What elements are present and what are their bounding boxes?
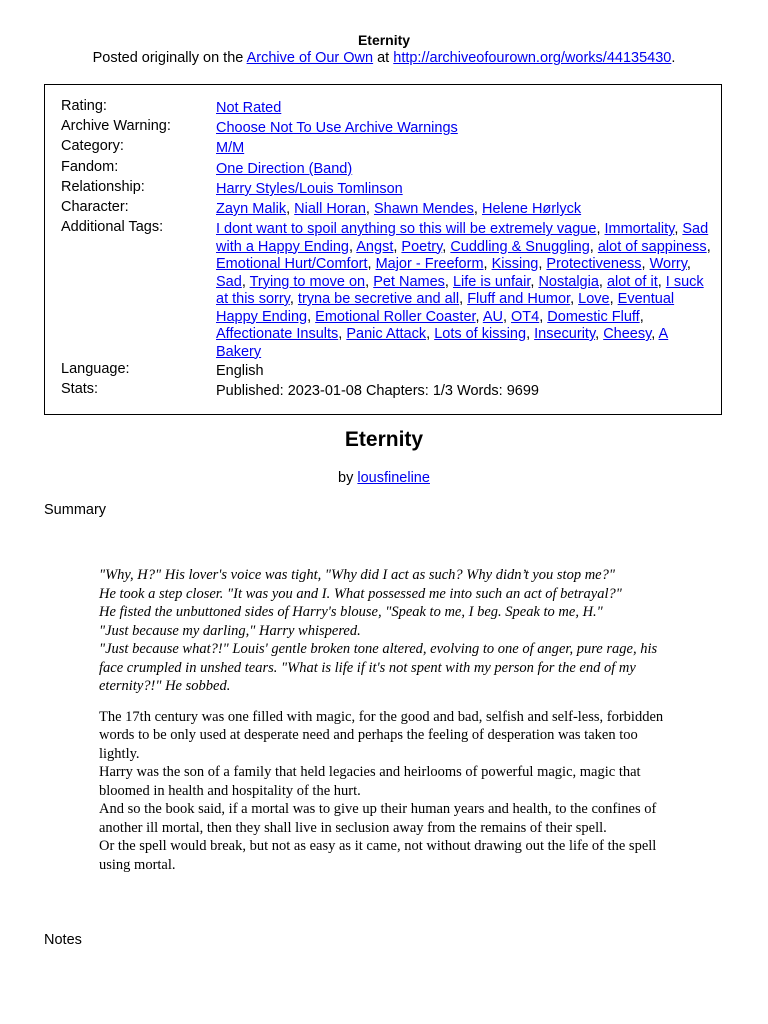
tag-link[interactable]: Lots of kissing [434, 326, 527, 342]
tag-link[interactable]: Major - Freeform [375, 256, 484, 272]
stats-label: Stats: [61, 381, 99, 397]
paragraph-line: And so the book said, if a mortal was to give up their human years and health, to the confines of another ill mortal, then they shall live in seclusion away from the remains of their spell. [99, 801, 657, 836]
fandom-label: Fandom: [61, 159, 119, 175]
tag-link[interactable]: I suck at this sorry [216, 273, 704, 307]
paragraph-line: The 17th century was one filled with magic, for the good and bad, selfish and self-less, forbidden words to be only used at desperate need and perhaps the feeling of desperation was taken too lightly. [99, 708, 664, 762]
quote-line: "Why, H?" His lover's voice was tight, "Why did I act as such? Why didn’t you stop me?" [99, 567, 615, 583]
tag-link[interactable]: Cheesy [603, 326, 652, 342]
character-link[interactable]: Zayn Malik [216, 201, 287, 217]
posted-prefix: Posted originally on the [92, 50, 247, 66]
work-url-link[interactable]: http://archiveofourown.org/works/44135430 [393, 50, 672, 66]
author-link[interactable]: lousfineline [357, 470, 430, 486]
document-title: Eternity [357, 32, 411, 48]
work-title: Eternity [344, 428, 424, 451]
tag-link[interactable]: Panic Attack [346, 326, 427, 342]
character-link[interactable]: Niall Horan [294, 201, 366, 217]
quote-line: "Just because my darling," Harry whispered. [99, 622, 361, 639]
tag-link[interactable]: Kissing [491, 256, 539, 272]
quote-line: He took a step closer. "It was you and I. What possessed me into such an act of betrayal?" [99, 585, 622, 602]
category-label: Category: [61, 138, 124, 154]
relationship-label: Relationship: [61, 179, 145, 195]
tag-link[interactable]: Nostalgia [538, 273, 599, 290]
character-link[interactable]: Helene Hørlyck [481, 201, 582, 217]
tag-link[interactable]: Sad with a Happy Ending [216, 221, 709, 255]
tag-link[interactable]: tryna be secretive and all [297, 291, 460, 307]
tag-link[interactable]: Love [578, 291, 610, 307]
tag-link[interactable]: Affectionate Insults [216, 326, 339, 342]
paragraph-line: Or the spell would break, but not as easy as it came, not without drawing out the life of the spell using mortal. [99, 838, 657, 873]
summary-quote [99, 566, 679, 696]
paragraph-line: Harry was the son of a family that held legacies and heirlooms of powerful magic, magic that bloomed in health and hospitality of the hurt. [99, 764, 641, 799]
tag-link[interactable]: A Bakery [216, 326, 669, 360]
notes-heading: Notes [44, 932, 82, 948]
language-value: English [216, 363, 264, 379]
category-link[interactable]: M/M [216, 140, 245, 156]
character-link[interactable]: Shawn Mendes [373, 201, 474, 217]
quote-line: "Just because what?!" Louis' gentle broken tone altered, evolving to one of anger, pure rage, his face crumpled in unshed tears. "What is life if it's not spent with my person for the end of my eternity?!" He sobbed. [99, 641, 658, 694]
summary-text [99, 566, 679, 874]
posted-line [0, 50, 768, 66]
tag-link[interactable]: Angst [356, 238, 394, 255]
warning-link[interactable]: Choose Not To Use Archive Warnings [216, 120, 458, 136]
by-text: by [338, 470, 358, 486]
warning-label: Archive Warning: [61, 118, 171, 134]
tag-link[interactable]: Pet Names [373, 273, 445, 290]
tag-link[interactable]: Fluff and Humor [467, 291, 571, 307]
tag-link[interactable]: Poetry [401, 238, 443, 255]
rating-label: Rating: [61, 98, 107, 114]
tag-link[interactable]: Immortality [604, 221, 675, 237]
rating-link[interactable]: Not Rated [216, 100, 282, 116]
fandom-link[interactable]: One Direction (Band) [216, 161, 353, 177]
tag-link[interactable]: Life is unfair [452, 273, 531, 290]
summary-paragraph [99, 708, 679, 875]
tag-link[interactable]: Protectiveness [546, 256, 642, 272]
tag-link[interactable]: alot of sappiness [597, 238, 707, 255]
byline [0, 470, 768, 486]
tag-link[interactable]: Emotional Hurt/Comfort [216, 256, 368, 272]
tag-link[interactable]: AU [482, 308, 503, 325]
tag-link[interactable]: Trying to move on [249, 273, 366, 290]
tag-link[interactable]: OT4 [511, 308, 540, 325]
relationship-link[interactable]: Harry Styles/Louis Tomlinson [216, 181, 403, 197]
tag-link[interactable]: Insecurity [534, 326, 596, 342]
period: . [671, 50, 676, 66]
at-text: at [373, 50, 394, 66]
tag-link[interactable]: I dont want to spoil anything so this will be extremely vague [216, 221, 597, 237]
tag-link[interactable]: Eventual Happy Ending [216, 291, 675, 325]
tag-link[interactable]: alot of it [606, 273, 658, 290]
summary-heading: Summary [44, 502, 107, 518]
tag-link[interactable]: Domestic Fluff [547, 308, 640, 325]
metadata-box: Rating: Not Rated Archive Warning: Choose Not To Use Archive Warnings Category: M/M Fandom: One Direction (Band) Relationship: Harry Styles/Louis Tomlinson Character: Zayn Malik, Niall Horan, Shawn Mendes, Helene Hørlyck Additional Tags: I dont want to spoil anything so this will be extremely vague, Immortality, Sad with a Happy Ending, Angst, Poetry, Cuddling & Snuggling, alot of sappiness, Emotional Hurt/Comfort, Major - Freeform, Kissing, Protectiveness, Worry, Sad, Trying to move on, Pet Names, Life is unfair, Nostalgia, alot of it, I suck at this sorry, tryna be secretive and all, Fluff and Humor, Love, Eventual Happy Ending, Emotional Roller Coaster, AU, OT4, Domestic Fluff, Affectionate Insults, Panic Attack, Lots of kissing, Insecurity, Cheesy, A Bakery Language: English Stats: Published: 2023-01-08 Chapters: 1/3 Words: 9699 [44, 84, 722, 415]
stats-value: Published: 2023-01-08 Chapters: 1/3 Words: 9699 [216, 383, 539, 399]
tags-list: I dont want to spoil anything so this will be extremely vague, Immortality, Sad with a Happy Ending, Angst, Poetry, Cuddling & Snuggling, alot of sappiness, Emotional Hurt/Comfort, Major - Freeform, Kissing, Protectiveness, Worry, Sad, Trying to move on, Pet Names, Life is unfair, Nostalgia, alot of it, I suck at this sorry, tryna be secretive and all, Fluff and Humor, Love, Eventual Happy Ending, Emotional Roller Coaster, AU, OT4, Domestic Fluff, Affectionate Insults, Panic Attack, Lots of kissing, Insecurity, Cheesy, A Bakery [216, 221, 711, 360]
quote-line: He fisted the unbuttoned sides of Harry's blouse, "Speak to me, I beg. Speak to me, H." [99, 604, 603, 620]
tags-label: Additional Tags: [61, 219, 164, 235]
tag-link[interactable]: Sad [216, 273, 242, 290]
tag-link[interactable]: Emotional Roller Coaster [315, 308, 476, 325]
archive-link[interactable]: Archive of Our Own [246, 50, 374, 66]
language-label: Language: [61, 361, 130, 377]
tag-link[interactable]: Cuddling & Snuggling [450, 238, 590, 255]
tag-link[interactable]: Worry [649, 256, 687, 272]
character-label: Character: [61, 199, 129, 215]
